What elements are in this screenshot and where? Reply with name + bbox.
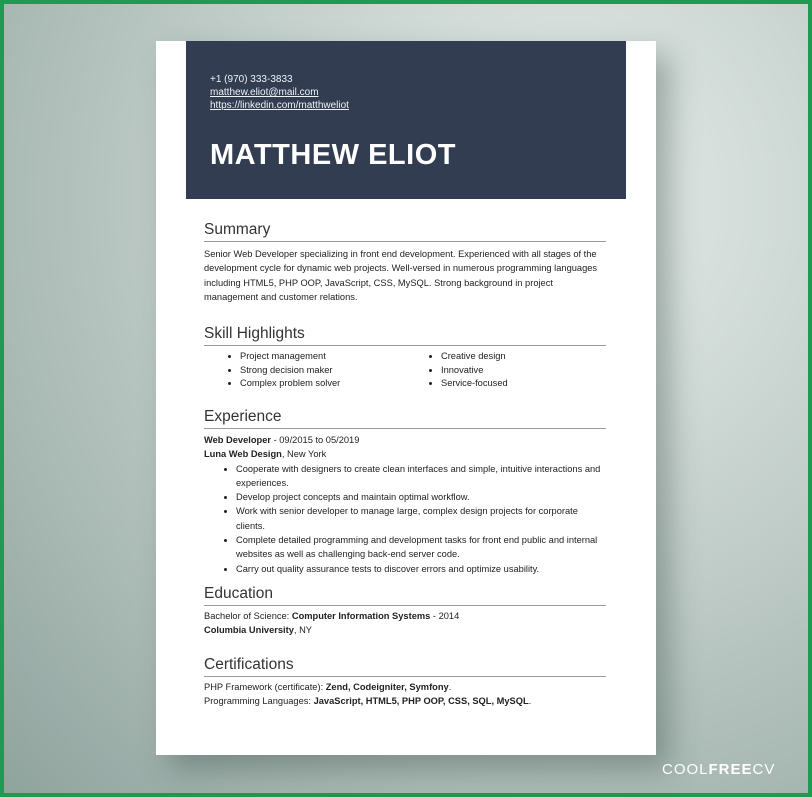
cert-value: JavaScript, HTML5, PHP OOP, CSS, SQL, MySQL bbox=[313, 695, 529, 706]
cert-label: Programming Languages: bbox=[204, 695, 314, 706]
company-location: , New York bbox=[281, 449, 327, 460]
cert-value: Zend, Codeigniter, Symfony bbox=[325, 682, 449, 692]
certifications-section bbox=[204, 656, 606, 708]
degree-line bbox=[204, 610, 606, 624]
skills-column-left bbox=[204, 350, 405, 391]
education-heading: Education bbox=[204, 585, 606, 606]
experience-section bbox=[204, 408, 606, 576]
school-line bbox=[204, 624, 606, 638]
cert-label: PHP Framework (certificate): bbox=[204, 682, 326, 692]
summary-heading: Summary bbox=[204, 221, 606, 242]
degree: Bachelor of Science: bbox=[204, 611, 292, 621]
education-section bbox=[204, 585, 606, 637]
duty-item: • Cooperate with designers to create clean interfaces and simple, intuitive interactions and experiences. bbox=[236, 462, 606, 491]
job-title: Web Developer bbox=[204, 435, 271, 445]
phone: +1 (970) 333-3833 bbox=[210, 74, 293, 85]
company-line bbox=[204, 447, 606, 461]
certifications-heading: Certifications bbox=[204, 656, 606, 677]
skill-item: • Project management bbox=[240, 350, 405, 364]
skill-item: • Creative design bbox=[441, 350, 606, 364]
coolfreecv-logo bbox=[662, 761, 775, 778]
duty-item: • Carry out quality assurance tests to discover errors and optimize usability. bbox=[236, 562, 606, 576]
logo-part: CV bbox=[752, 761, 776, 778]
cert-line bbox=[204, 695, 606, 709]
skill-item: • Service-focused bbox=[441, 377, 606, 391]
candidate-name: MATTHEW ELIOT bbox=[210, 139, 456, 171]
duty-item: • Work with senior developer to manage large, complex design projects for corporate clients. bbox=[236, 504, 606, 533]
cert-period: . bbox=[448, 682, 452, 692]
skills-list bbox=[204, 350, 606, 391]
certifications-list bbox=[204, 681, 606, 708]
summary-text: Senior Web Developer specializing in front end development. Experienced with all stages of the development cycle for dynamic web projects. Well-versed in numerous programming languages including HTML5, PHP OOP, JavaScript, CSS, MySQL. Strong background in project management and customer relations. bbox=[204, 249, 598, 302]
skill-item: • Strong decision maker bbox=[240, 364, 405, 378]
logo-part: COOL bbox=[662, 761, 709, 778]
education-entry bbox=[204, 610, 606, 637]
skills-heading: Skill Highlights bbox=[204, 325, 606, 346]
duty-item: • Complete detailed programming and development tasks for front end public and internal websites as well as challenging back-end server code. bbox=[236, 533, 606, 562]
email-link[interactable]: matthew.eliot@mail.com bbox=[210, 87, 319, 98]
job-entry bbox=[204, 433, 606, 576]
duty-item: • Develop project concepts and maintain optimal workflow. bbox=[236, 490, 606, 504]
school-name: Columbia University bbox=[204, 624, 294, 635]
job-title-line bbox=[204, 433, 606, 447]
skills-section bbox=[204, 325, 606, 391]
job-dates: - 09/2015 to 05/2019 bbox=[271, 435, 360, 445]
company-name: Luna Web Design bbox=[204, 449, 282, 460]
skill-item: • Innovative bbox=[441, 364, 606, 378]
grad-year: - 2014 bbox=[430, 611, 460, 621]
job-duties bbox=[204, 462, 606, 576]
resume-header bbox=[186, 41, 626, 199]
major: Computer Information Systems bbox=[291, 611, 431, 621]
contact-block bbox=[210, 73, 349, 112]
cert-line bbox=[204, 681, 606, 695]
skill-item: • Complex problem solver bbox=[240, 377, 405, 391]
experience-heading: Experience bbox=[204, 408, 606, 429]
school-location: , NY bbox=[293, 624, 312, 635]
resume-page bbox=[156, 41, 656, 755]
skills-column-right bbox=[405, 350, 606, 391]
cert-period: . bbox=[528, 695, 532, 706]
linkedin-link[interactable]: https://linkedin.com/matthweliot bbox=[210, 100, 349, 111]
summary-section bbox=[204, 221, 606, 304]
logo-part: FREE bbox=[708, 761, 753, 778]
